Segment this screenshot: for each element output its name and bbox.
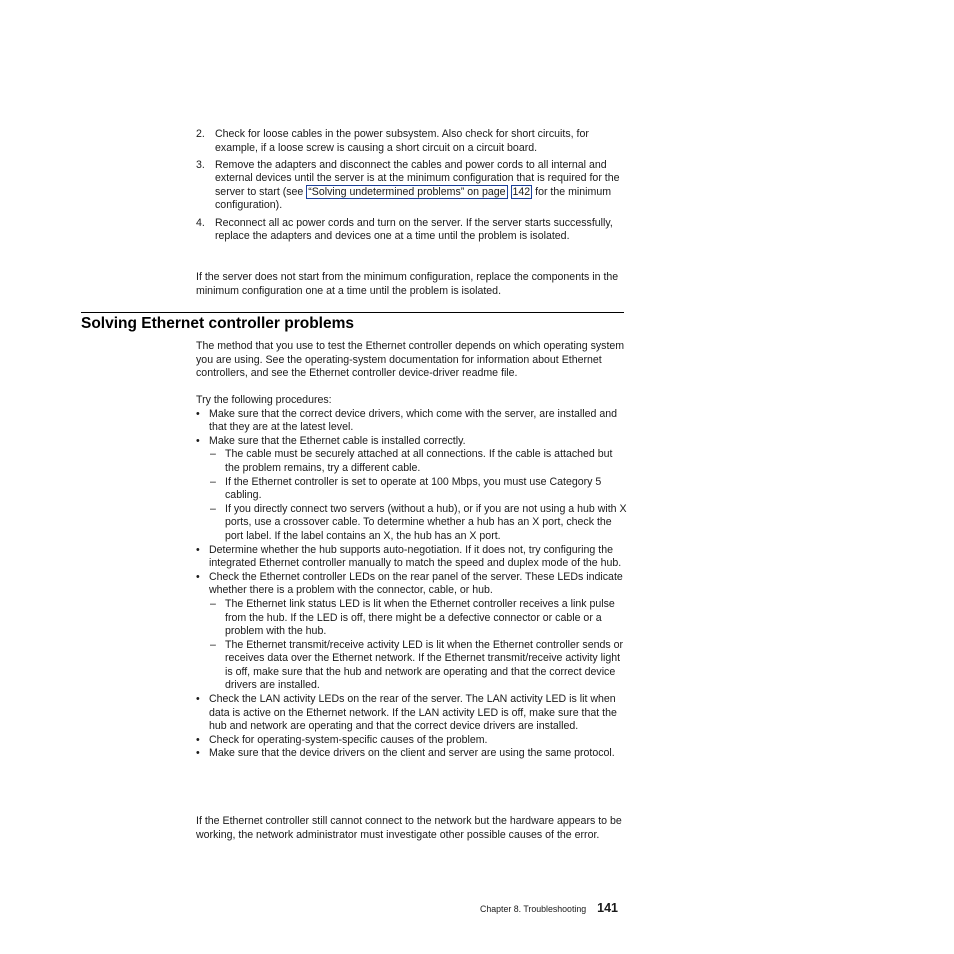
page-number: 141 xyxy=(597,901,618,915)
bullet-icon: • xyxy=(196,543,200,556)
list-item xyxy=(196,747,628,761)
page-footer xyxy=(480,900,618,917)
list-item-text: Make sure that the device drivers on the client and server are using the same protocol. xyxy=(209,747,615,760)
intro-closing-paragraph: If the server does not start from the minimum configuration, replace the components in the minimum configuration one at a time until the problem is isolated. xyxy=(196,271,619,297)
step-3 xyxy=(196,159,628,213)
step-number: 2. xyxy=(196,128,205,140)
dash-icon: – xyxy=(210,597,216,610)
list-item xyxy=(196,734,628,748)
procedures-label: Try the following procedures: xyxy=(196,394,332,406)
cross-reference-link[interactable]: “Solving undetermined problems” on page xyxy=(308,185,506,198)
sub-list-item xyxy=(196,503,628,544)
list-item xyxy=(196,435,628,449)
step-text-end: for the minimum configuration). xyxy=(215,185,612,212)
step-number: 4. xyxy=(196,216,205,229)
list-item xyxy=(196,571,628,598)
sub-list-item xyxy=(196,598,628,639)
list-item xyxy=(196,693,628,734)
procedures-block xyxy=(196,394,628,761)
sub-item-text: If the Ethernet controller is set to operate at 100 Mbps, you must use Category 5 cabling. xyxy=(225,475,602,502)
sub-list-item xyxy=(196,476,628,503)
step-4 xyxy=(196,217,628,244)
list-item xyxy=(196,408,628,435)
dash-icon: – xyxy=(210,475,216,488)
list-item-text: Check for operating-system-specific causes of the problem. xyxy=(209,733,488,746)
step-text: Check for loose cables in the power subsystem. Also check for short circuits, for example, if a loose screw is causing a short circuit on a circuit board. xyxy=(215,128,589,154)
sub-item-text: The cable must be securely attached at all connections. If the cable is attached but the problem remains, try a different cable. xyxy=(225,448,613,474)
list-item xyxy=(196,544,628,571)
section-closing-paragraph: If the Ethernet controller still cannot connect to the network but the hardware appears to be working, the network administrator must investigate other possible causes of the error. xyxy=(196,815,622,841)
list-item-text: Make sure that the correct device drivers, which come with the server, are installed and that they are at the latest level. xyxy=(209,407,618,434)
bullet-icon: • xyxy=(196,570,200,583)
bullet-icon: • xyxy=(196,434,200,447)
bullet-icon: • xyxy=(196,747,200,760)
bullet-icon: • xyxy=(196,693,200,706)
section-heading: Solving Ethernet controller problems xyxy=(81,315,355,332)
step-text: Reconnect all ac power cords and turn on the server. If the server starts successfully, replace the adapters and devices one at a time until the problem is isolated. xyxy=(215,216,613,243)
section-divider xyxy=(81,312,624,313)
sub-item-text: The Ethernet link status LED is lit when the Ethernet controller receives a link pulse from the hub. If the LED is off, there might be a defective connector or cable or a problem with the hub. xyxy=(225,597,615,638)
step-2 xyxy=(196,128,628,155)
bullet-icon: • xyxy=(196,407,200,420)
dash-icon: – xyxy=(210,638,216,651)
sub-item-text: The Ethernet transmit/receive activity LED is lit when the Ethernet controller sends or receives data over the Ethernet network. If the Ethernet transmit/receive activity light is off, make sure that the hub and network are operating and that the correct device drivers are installed. xyxy=(225,638,624,692)
chapter-label: Chapter 8. Troubleshooting xyxy=(480,904,587,914)
cross-reference-page-link[interactable]: 142 xyxy=(512,185,531,198)
bullet-icon: • xyxy=(196,733,200,746)
procedures-list xyxy=(196,408,628,761)
step-number: 3. xyxy=(196,158,205,171)
dash-icon: – xyxy=(210,448,216,461)
list-item-text: Check the Ethernet controller LEDs on the rear panel of the server. These LEDs indicate whether there is a problem with the connector, cable, or hub. xyxy=(209,570,623,597)
sub-list-item xyxy=(196,639,628,693)
step-text: Remove the adapters and disconnect the cables and power cords to all internal and external devices until the server is at the minimum configuration that is required for the server to start (see xyxy=(215,158,620,198)
list-item-text: Make sure that the Ethernet cable is installed correctly. xyxy=(209,434,466,447)
dash-icon: – xyxy=(210,502,216,515)
section-intro-paragraph: The method that you use to test the Ethernet controller depends on which operating system you are using. See the operating-system documentation for information about Ethernet controllers, and see the Ethernet controller device-driver readme file. xyxy=(196,340,625,380)
numbered-steps xyxy=(196,128,628,247)
list-item-text: Determine whether the hub supports auto-negotiation. If it does not, try configuring the integrated Ethernet controller manually to match the speed and duplex mode of the hub. xyxy=(209,543,622,570)
sub-list-item xyxy=(196,448,628,475)
sub-item-text: If you directly connect two servers (without a hub), or if you are not using a hub with X ports, use a crossover cable. To determine whether a hub has an X port, check the port label. If the label contains an X, the hub has an X port. xyxy=(225,502,627,542)
list-item-text: Check the LAN activity LEDs on the rear of the server. The LAN activity LED is lit when data is active on the Ethernet network. If the LAN activity LED is off, make sure that the hub and network are operating and that the correct device drivers are installed. xyxy=(209,693,617,733)
